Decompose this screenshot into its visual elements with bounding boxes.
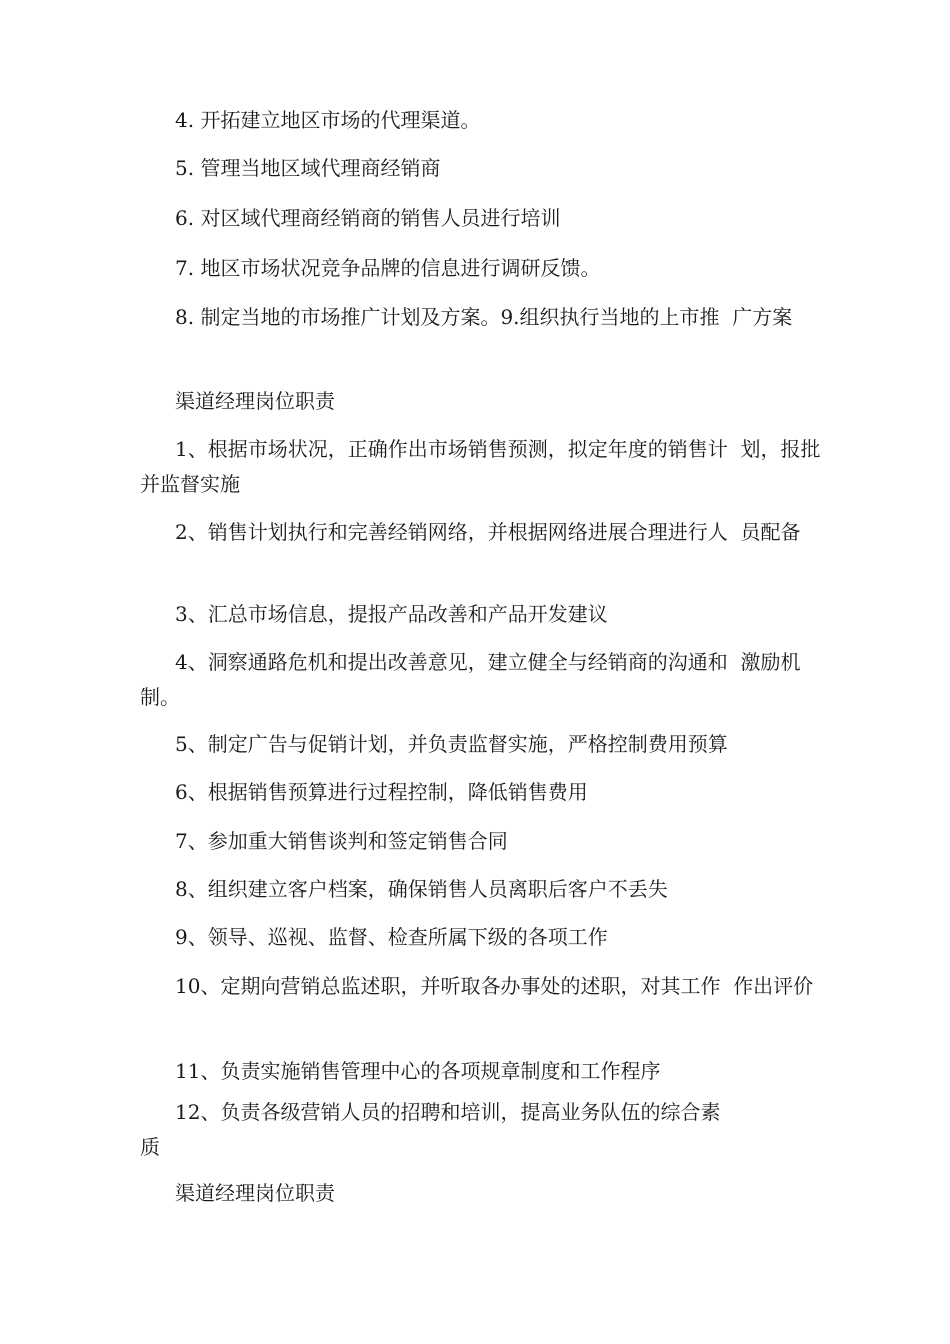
section-heading: 渠道经理岗位职责 [175, 389, 335, 413]
paragraph-item-8: 8. 制定当地的市场推广计划及方案。9.组织执行当地的上市推 广方案 [175, 305, 793, 329]
duty-item-10: 10、定期向营销总监述职，并听取各办事处的述职，对其工作 作出评价 [175, 974, 814, 998]
paragraph-item-5: 5. 管理当地区域代理商经销商 [175, 156, 441, 180]
duty-item-4: 4、洞察通路危机和提出改善意见，建立健全与经销商的沟通和 激励机制。 [140, 650, 801, 709]
section-heading-repeat: 渠道经理岗位职责 [175, 1181, 335, 1205]
duty-item-11: 11、负责实施销售管理中心的各项规章制度和工作程序 [175, 1059, 661, 1083]
duty-item-5: 5、制定广告与促销计划，并负责监督实施，严格控制费用预算 [175, 732, 728, 756]
duty-item-8: 8、组织建立客户档案，确保销售人员离职后客户不丢失 [175, 877, 668, 901]
duty-item-9: 9、领导、巡视、监督、检查所属下级的各项工作 [175, 925, 608, 949]
duty-item-12: 12、负责各级营销人员的招聘和培训，提高业务队伍的综合素 质 [140, 1100, 721, 1159]
paragraph-item-4: 4. 开拓建立地区市场的代理渠道。 [175, 108, 481, 132]
paragraph-item-7: 7. 地区市场状况竞争品牌的信息进行调研反馈。 [175, 256, 601, 280]
duty-item-6: 6、根据销售预算进行过程控制，降低销售费用 [175, 780, 588, 804]
duty-item-1: 1、根据市场状况，正确作出市场销售预测，拟定年度的销售计 划，报批并监督实施 [140, 437, 821, 496]
duty-item-2: 2、销售计划执行和完善经销网络，并根据网络进展合理进行人 员配备 [175, 520, 801, 544]
duty-item-3: 3、汇总市场信息，提报产品改善和产品开发建议 [175, 602, 608, 626]
paragraph-item-6: 6. 对区域代理商经销商的销售人员进行培训 [175, 206, 561, 230]
duty-item-7: 7、参加重大销售谈判和签定销售合同 [175, 829, 508, 853]
